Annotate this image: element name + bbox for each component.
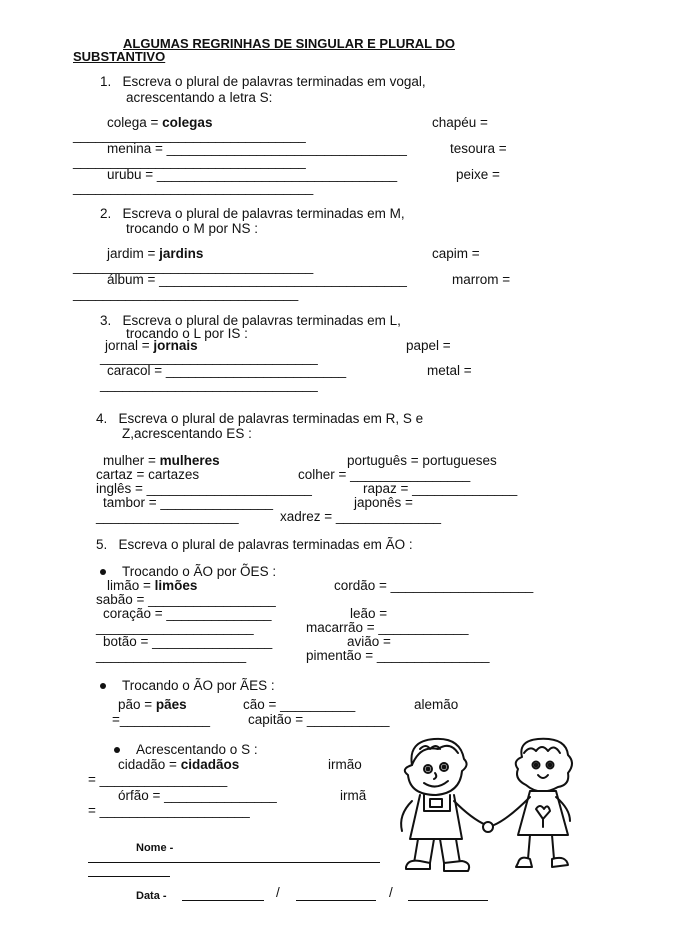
- bullet-icon: [114, 747, 120, 753]
- q1-line: _______________________________: [73, 154, 306, 169]
- q2-line: ________________________________: [73, 259, 314, 274]
- q5-item-irma: irmã: [340, 788, 367, 803]
- q4-item-mulher: mulher = mulheres: [103, 453, 220, 468]
- q5-line: ____________________: [96, 648, 247, 663]
- date-year-line[interactable]: [408, 900, 488, 901]
- date-slash: /: [276, 885, 280, 900]
- q5-line: = _________________: [88, 772, 228, 787]
- worksheet-title-cont: SUBSTANTIVO: [73, 49, 166, 64]
- q5-item-botao: botão = ________________: [103, 634, 273, 649]
- q5-item-pao: pão = pães: [118, 697, 187, 712]
- worksheet-title: ALGUMAS REGRINHAS DE SINGULAR E PLURAL DO: [123, 36, 455, 51]
- date-day-line[interactable]: [182, 900, 264, 901]
- q2-line: ______________________________: [73, 286, 299, 301]
- q5-line: =____________: [112, 712, 210, 727]
- q5-sub1-heading: Trocando o ÃO por ÕES :: [122, 564, 277, 579]
- q3-line: _____________________________: [100, 377, 318, 392]
- q4-item-rapaz: rapaz = ______________: [363, 481, 518, 496]
- q5-item-macarrao: macarrão = ____________: [306, 620, 469, 635]
- q4-item-japones: japonês =: [354, 495, 413, 510]
- q1-instruction-cont: acrescentando a letra S:: [126, 90, 273, 105]
- bullet-icon: [100, 569, 106, 575]
- q5-item-leao: leão =: [350, 606, 388, 621]
- date-label: Data -: [136, 890, 167, 902]
- q1-item-chapeu: chapéu =: [432, 115, 488, 130]
- name-label: Nome -: [136, 842, 174, 854]
- q1-item-menina: menina = ________________________________: [107, 141, 407, 156]
- q5-sub3-heading: Acrescentando o S :: [136, 742, 258, 757]
- q4-item-xadrez: xadrez = ______________: [280, 509, 442, 524]
- q2-item-album: álbum = _________________________________: [107, 272, 407, 287]
- q4-line: ___________________: [96, 509, 239, 524]
- q3-item-papel: papel =: [406, 338, 451, 353]
- bullet-icon: [100, 683, 106, 689]
- q3-item-metal: metal =: [427, 363, 472, 378]
- q5-item-cao: cão = __________: [243, 697, 356, 712]
- q2-item-capim: capim =: [432, 246, 480, 261]
- q4-item-cartaz: cartaz = cartazes: [96, 467, 200, 482]
- girl-figure: [494, 739, 572, 867]
- q1-instruction: 1. Escreva o plural de palavras terminadas em vogal,: [100, 74, 426, 89]
- q4-instruction-cont: Z,acrescentando ES :: [122, 426, 252, 441]
- q2-item-jardim: jardim = jardins: [107, 246, 204, 261]
- q2-item-marrom: marrom =: [452, 272, 511, 287]
- q5-item-cordao: cordão = ___________________: [334, 578, 534, 593]
- q5-instruction: 5. Escreva o plural de palavras terminadas em ÃO :: [96, 537, 413, 552]
- q4-instruction: 4. Escreva o plural de palavras terminadas em R, S e: [96, 411, 424, 426]
- q1-line: ________________________________: [73, 180, 314, 195]
- q5-item-aviao: avião =: [347, 634, 391, 649]
- date-month-line[interactable]: [296, 900, 376, 901]
- q4-item-portugues: português = portugueses: [347, 453, 497, 468]
- q5-item-pimentao: pimentão = _______________: [306, 648, 490, 663]
- q5-line: _____________________: [96, 620, 254, 635]
- q3-instruction: 3. Escreva o plural de palavras terminadas em L,: [100, 313, 401, 328]
- kids-illustration: [390, 735, 590, 877]
- q3-instruction-cont: trocando o L por IS :: [126, 326, 248, 341]
- q3-line: _____________________________: [100, 350, 318, 365]
- q2-instruction: 2. Escreva o plural de palavras terminadas em M,: [100, 206, 405, 221]
- q3-item-jornal: jornal = jornais: [105, 338, 198, 353]
- name-line-cont[interactable]: [88, 876, 170, 877]
- q4-item-colher: colher = ________________: [298, 467, 471, 482]
- q5-sub2-heading: Trocando o ÃO por ÃES :: [122, 678, 275, 693]
- q1-item-tesoura: tesoura =: [450, 141, 507, 156]
- name-line[interactable]: [88, 862, 380, 863]
- q3-item-caracol: caracol = ________________________: [107, 363, 347, 378]
- q5-item-orfao: órfão = _______________: [118, 788, 277, 803]
- q1-item-colega: colega = colegas: [107, 115, 213, 130]
- q2-instruction-cont: trocando o M por NS :: [126, 221, 259, 236]
- q5-item-alemao: alemão: [414, 697, 459, 712]
- q5-line: = ____________________: [88, 803, 250, 818]
- q1-item-peixe: peixe =: [456, 167, 500, 182]
- q1-line: _______________________________: [73, 128, 306, 143]
- q5-item-irmao: irmão: [328, 757, 362, 772]
- date-slash: /: [389, 885, 393, 900]
- q5-item-cidadao: cidadão = cidadãos: [118, 757, 240, 772]
- q1-item-urubu: urubu = ________________________________: [107, 167, 398, 182]
- q5-item-capitao: capitão = ___________: [248, 712, 390, 727]
- q5-item-sabao: sabão = _________________: [96, 592, 276, 607]
- boy-figure: [401, 739, 493, 871]
- q4-item-tambor: tambor = _______________: [103, 495, 274, 510]
- q4-item-ingles: inglês = ______________________: [96, 481, 312, 496]
- q5-item-coracao: coração = ______________: [103, 606, 272, 621]
- q5-item-limao: limão = limões: [107, 578, 198, 593]
